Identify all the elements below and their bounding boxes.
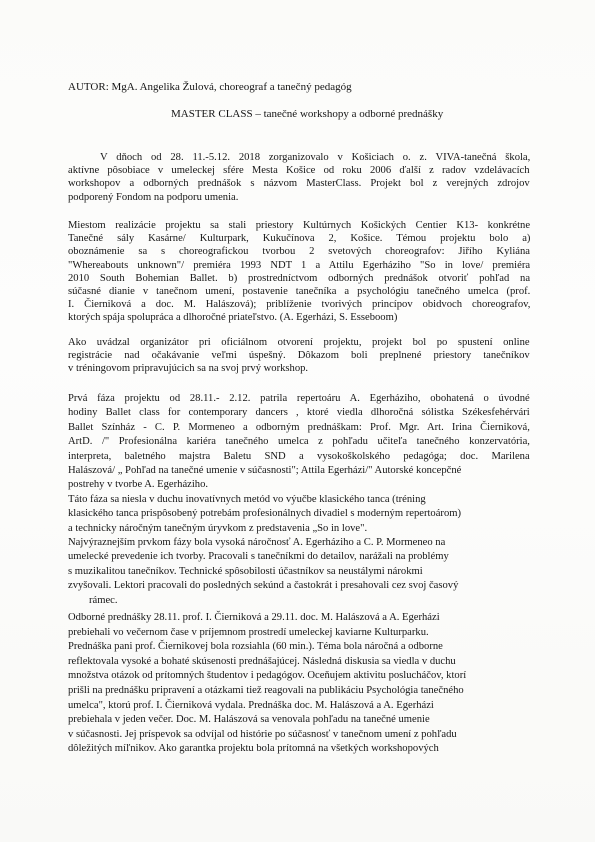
- paragraph-4-line: Najvýraznejším prvkom fázy bola vysoká náročnosť A. Egerháziho a C. P. Mormeneo na: [68, 537, 446, 548]
- paragraph-2-line: súčasné dianie v tanečnom umení, postavenie tanečníka a psychológiu tanečného umelca (prof.: [68, 286, 531, 297]
- paragraph-4-line: a technicky náročným tanečným úryvkom z predstavenia „So in love".: [68, 523, 368, 534]
- paragraph-5-line: dôležitých míľnikov. Ako garantka projektu bola prítomná na všetkých workshopových: [68, 743, 439, 754]
- paragraph-1-line: aktívne pôsobiace v umeleckej sfére Mesta Košice od roku 2006 ďalší z radov vzdelávacích: [68, 165, 530, 176]
- paragraph-4-line: postrehy v tvorbe A. Egerháziho.: [68, 479, 209, 490]
- paragraph-4-line: zvyšovali. Lektori pracovali do posledných sekúnd a častokrát i presahovali cez svoj časový: [68, 580, 459, 591]
- paragraph-4-line: ArtD. /" Profesionálna kariéra tanečného umelca z pohľadu učiteľa tanečného konzervatória,: [68, 436, 530, 447]
- paragraph-3-line: Ako uvádzal organizátor pri oficiálnom otvorení projektu, projekt bol po spustení online: [68, 337, 530, 348]
- paragraph-4-line: Ballet Színház - C. P. Mormeneo a odborným prednáškam: Prof. Mgr. Art. Irina Čierniková,: [68, 422, 530, 433]
- document-title: MASTER CLASS – tanečné workshopy a odborné prednášky: [171, 108, 444, 120]
- paragraph-2-line: I. Čierniková a doc. M. Halászová); priblíženie tvorivých princípov obidvoch choreografov,: [68, 299, 531, 310]
- paragraph-4-line: Prvá fáza projektu od 28.11.- 2.12. patrila repertoáru A. Egerháziho, obohatená o úvodné: [68, 393, 530, 404]
- paragraph-4-line: interpreta, baletného majstra Baletu SND a vysokoškolského pedagóga; doc. Marilena: [68, 451, 530, 462]
- paragraph-1-line: podporený Fondom na podporu umenia.: [68, 192, 239, 203]
- paragraph-5-line: prišli na prednášku pripravení a otázkami tiež reagovali na publikáciu Psychológia tanečného: [68, 685, 464, 696]
- paragraph-2-line: "Whereabouts unknown"/ premiéra 1993 NDT 1 a Attilu Egerháziho "So in love/ premiéra: [68, 260, 531, 271]
- paragraph-1-line: V dňoch od 28. 11.-5.12. 2018 zorganizovalo v Košiciach o. z. VIVA-tanečná škola,: [100, 152, 531, 163]
- paragraph-5-line: prebiehala v jeden večer. Doc. M. Halászová sa venovala pohľadu na tanečné umenie: [68, 714, 430, 725]
- paragraph-5-line: Prednáška pani prof. Čiernikovej bola rozsiahla (60 min.). Téma bola náročná a odborne: [68, 641, 443, 652]
- paragraph-4-line: hodiny Ballet class for contemporary dancers , ktoré viedla dlhoročná sólistka Székesfehérvári: [68, 407, 530, 418]
- paragraph-5-line: prebiehali vo večernom čase v príjemnom prostredí umeleckej kaviarne Kulturparku.: [68, 627, 429, 638]
- paragraph-4-line: klasického tanca prispôsobený potrebám profesionálnych divadiel s moderným repertoárom): [68, 508, 462, 519]
- paragraph-2-line: ktorých spája spolupráca a dlhoročné priateľstvo. (A. Egerházi, S. Esseboom): [68, 312, 398, 323]
- paragraph-1-line: workshopov a odborných prednášok s názvom MasterClass. Projekt bol z verejných zdrojov: [68, 178, 530, 189]
- paragraph-2-line: Tanečné sály Kasárne/ Kulturpark, Kukučínova 2, Košice. Témou projektu bolo a): [68, 233, 531, 244]
- paragraph-2-line: 2010 South Bohemian Ballet. b) prostredníctvom odborných prednášok otvoriť pohľad na: [68, 273, 531, 284]
- paragraph-4-line: Táto fáza sa niesla v duchu inovatívnych metód vo výučbe klasického tanca (tréning: [68, 494, 426, 505]
- paragraph-4-line: Halászová/ „ Pohľad na tanečné umenie v súčasnosti"; Attila Egerházi/" Autorské koncepčné: [68, 465, 462, 476]
- paragraph-2-line: oboznámenie sa s choreografickou tvorbou 2 svetových choreografov: Jiřího Kyliána: [68, 246, 530, 257]
- paragraph-2-line: Miestom realizácie projektu sa stali priestory Kultúrnych Košických Centier K13- konkrétne: [68, 220, 531, 231]
- paragraph-4-line: rámec.: [89, 595, 118, 606]
- paragraph-5-line: reflektovala vysoké a bohaté skúsenosti prednášajúcej. Následná diskusia sa viedla v duchu: [68, 656, 456, 667]
- paragraph-4-line: umelecké prevedenie ich tvorby. Pracovali s tanečníkmi do detailov, narážali na problémy: [68, 551, 449, 562]
- paragraph-5-line: množstva otázok od prítomných študentov i pedagógov. Oceňujem aktivitu poslucháčov, ktorí: [68, 670, 467, 681]
- paragraph-4-line: s muzikalitou tanečníkov. Technické spôsobilosti účastníkov sa neustálymi nárokmi: [68, 566, 423, 577]
- paragraph-5-line: Odborné prednášky 28.11. prof. I. Čierniková a 29.11. doc. M. Halászová a A. Egerházi: [68, 612, 440, 623]
- paragraph-5-line: umelca", ktorú prof. I. Čierniková vydala. Prednáška doc. M. Halászová a A. Egerházi: [68, 700, 434, 711]
- paragraph-5-line: v súčasnosti. Jej príspevok sa odvíjal od histórie po súčasnosť v tanečnom umení z pohľadu: [68, 729, 457, 740]
- paragraph-3-line: registrácie nad očakávanie veľmi úspešný. Dôkazom boli preplnené priestory tanečníkov: [68, 350, 530, 361]
- paragraph-3-line: v tréningovom pripravujúcich sa na svoj prvý workshop.: [68, 363, 309, 374]
- author-line: AUTOR: MgA. Angelika Žulová, choreograf a tanečný pedagóg: [68, 81, 352, 93]
